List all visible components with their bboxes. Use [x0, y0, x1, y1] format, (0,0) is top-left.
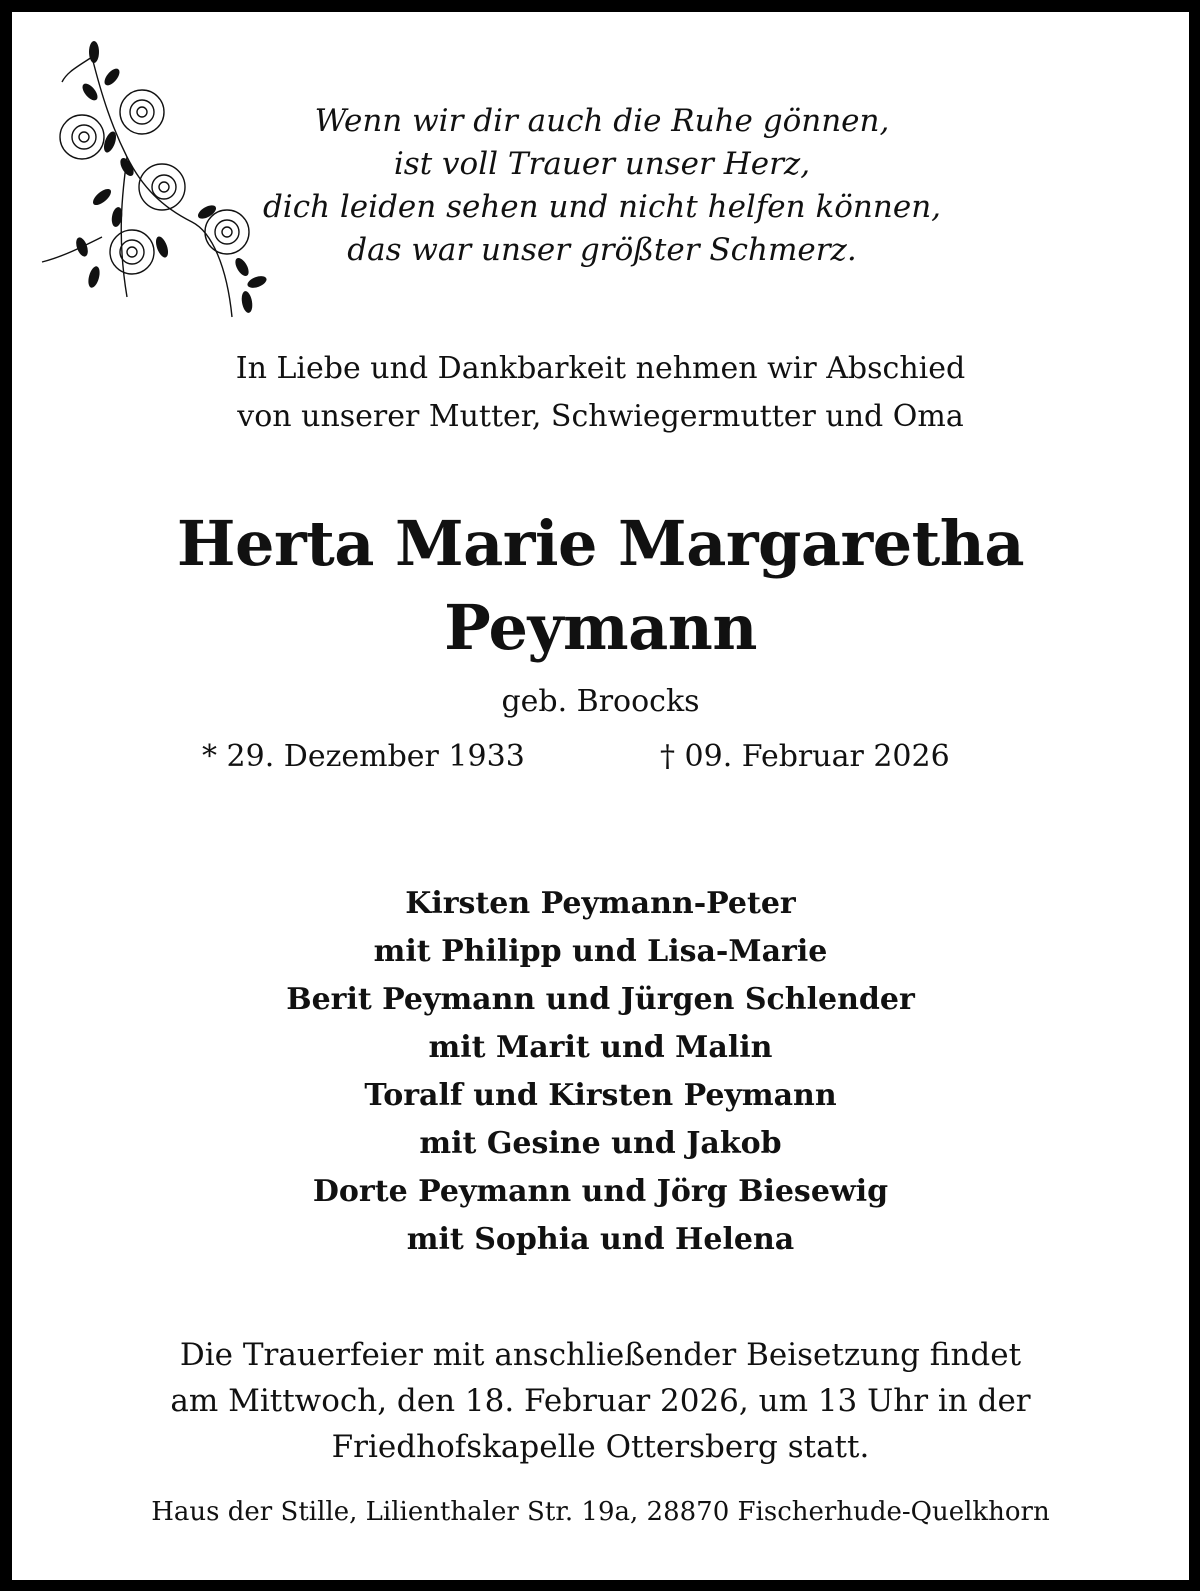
- mourner-line: mit Sophia und Helena: [406, 1222, 795, 1257]
- ceremony-line: am Mittwoch, den 18. Februar 2026, um 13 Uhr in der: [170, 1383, 1031, 1419]
- poem: [242, 100, 962, 272]
- poem-line: Wenn wir dir auch die Ruhe gönnen,: [314, 103, 890, 139]
- death-date: † 09. Februar 2026: [660, 739, 950, 774]
- name-line-1: Herta Marie Margaretha: [176, 507, 1025, 580]
- birth-date: * 29. Dezember 1933: [202, 739, 525, 774]
- mourner-line: Toralf und Kirsten Peymann: [364, 1078, 837, 1113]
- ceremony-line: Die Trauerfeier mit anschließender Beisetzung findet: [179, 1337, 1022, 1373]
- mourner-line: Dorte Peymann und Jörg Biesewig: [312, 1174, 889, 1209]
- mourner-line: mit Marit und Malin: [428, 1030, 773, 1065]
- deceased-name: [12, 502, 1189, 670]
- rose-branch-icon: [32, 37, 272, 327]
- mourner-line: mit Philipp und Lisa-Marie: [373, 934, 828, 969]
- name-line-2: Peymann: [444, 591, 757, 664]
- mourner-line: Berit Peymann und Jürgen Schlender: [286, 982, 915, 1017]
- farewell-intro: [12, 345, 1189, 441]
- poem-line: dich leiden sehen und nicht helfen können,: [262, 189, 942, 225]
- poem-line: das war unser größter Schmerz.: [347, 232, 857, 268]
- ceremony-info: [12, 1332, 1189, 1470]
- intro-line: von unserer Mutter, Schwiegermutter und Oma: [237, 399, 964, 434]
- obituary-card: [12, 12, 1189, 1580]
- poem-line: ist voll Trauer unser Herz,: [393, 146, 811, 182]
- intro-line: In Liebe und Dankbarkeit nehmen wir Abschied: [235, 351, 966, 386]
- maiden-name: geb. Broocks: [501, 684, 700, 719]
- mourners-list: [12, 880, 1189, 1264]
- funeral-home-address: Haus der Stille, Lilienthaler Str. 19a, 28870 Fischerhude-Quelkhorn: [151, 1497, 1050, 1527]
- ceremony-line: Friedhofskapelle Ottersberg statt.: [331, 1429, 870, 1465]
- mourner-line: mit Gesine und Jakob: [419, 1126, 782, 1161]
- mourner-line: Kirsten Peymann-Peter: [405, 886, 796, 921]
